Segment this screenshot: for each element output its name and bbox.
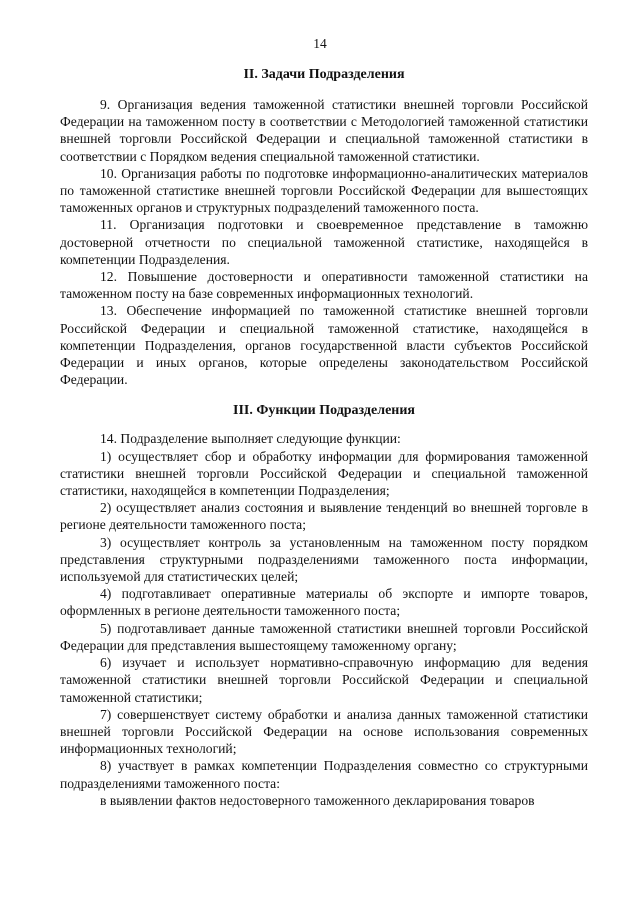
page-number: 14 xyxy=(313,36,327,51)
section-3-intro: 14. Подразделение выполняет следующие функции: xyxy=(100,431,401,447)
function-item: 3) осуществляет контроль за установленным на таможенном посту порядком представления структурными подразделениями таможенного поста информации, используемой для статистических целей; xyxy=(60,534,588,585)
function-item: 6) изучает и использует нормативно-справочную информацию для ведения таможенной статистики внешней торговли Российской Федерации и специальной таможенной статистики; xyxy=(60,655,588,705)
section-3-title: III. Функции Подразделения xyxy=(233,403,415,419)
section-2-paragraph: 12. Повышение достоверности и оперативности таможенной статистики на таможенном посту на базе современных информационных технологий. xyxy=(60,269,588,302)
function-item: в выявлении фактов недостоверного таможенного декларирования товаров xyxy=(100,792,535,808)
section-2-paragraph: 10. Организация работы по подготовке информационно-аналитических материалов по таможенной статистике внешней торговли Российской Федерации для вышестоящих таможенных органов и структурных подразделений таможенного поста. xyxy=(60,165,588,216)
function-item: 1) осуществляет сбор и обработку информации для формирования таможенной статистики внешней торговли Российской Федерации и специальной таможенной статистики, находящейся в компетенции Подразделения; xyxy=(60,448,588,499)
section-2-paragraph: 11. Организация подготовки и своевременное представление в таможню достоверной отчетности по специальной таможенной статистике, находящейся в компетенции Подразделения. xyxy=(60,217,588,267)
section-2-paragraph: 13. Обеспечение информацией по таможенной статистике внешней торговли Российской Федерации и специальной таможенной статистике, находящейся в компетенции Подразделения, органов государственной власти субъектов Российской Федерации и иных органов, которые определены законодательством Российской Федерации. xyxy=(60,303,588,388)
function-item: 5) подготавливает данные таможенной статистики внешней торговли Российской Федерации для представления вышестоящему таможенному органу; xyxy=(60,620,588,653)
function-item: 4) подготавливает оперативные материалы об экспорте и импорте товаров, оформленных в регионе деятельности таможенного поста; xyxy=(60,586,588,619)
function-item: 7) совершенствует систему обработки и анализа данных таможенной статистики внешней торговли Российской Федерации на основе использования современных информационных технологий; xyxy=(60,706,588,757)
section-2-title: II. Задачи Подразделения xyxy=(243,67,405,82)
function-item: 2) осуществляет анализ состояния и выявление тенденций во внешней торговле в регионе деятельности таможенного поста; xyxy=(60,500,588,533)
function-item: 8) участвует в рамках компетенции Подразделения совместно со структурными подразделениями таможенного поста: xyxy=(60,758,588,791)
section-2-paragraph: 9. Организация ведения таможенной статистики внешней торговли Российской Федерации на таможенном посту в соответствии с Методологией таможенной статистики внешней торговли Российской Федерации и специальной таможенной статистики в соответствии с Порядком ведения специальной таможенной статистики. xyxy=(60,97,588,164)
document-body xyxy=(60,66,588,809)
